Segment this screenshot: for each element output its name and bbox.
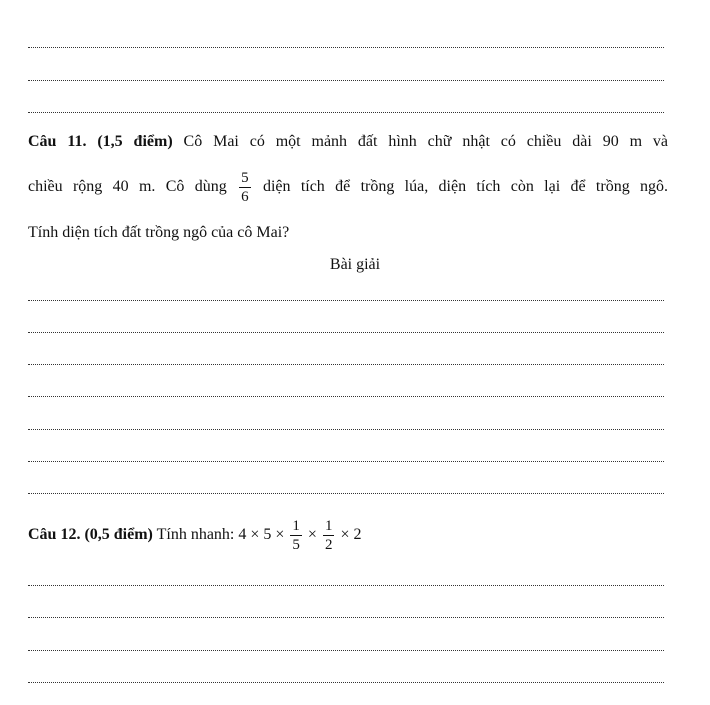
question-12-points: (0,5 điểm): [84, 526, 153, 543]
times-sign: ×: [307, 526, 317, 543]
answer-line: [28, 396, 664, 397]
answer-line: [28, 617, 664, 618]
fraction-denominator: 6: [241, 188, 249, 205]
answer-line: [28, 47, 664, 48]
question-11-text-after-fraction: diện tích để trồng lúa, diện tích còn lại để trồng ngô.: [262, 178, 669, 195]
fraction-numerator: 1: [292, 517, 300, 534]
question-11-label: Câu 11.: [28, 133, 87, 150]
answer-line: [28, 364, 664, 365]
question-12-label: Câu 12.: [28, 526, 81, 543]
answer-line: [28, 80, 664, 81]
fraction-denominator: 5: [292, 536, 300, 553]
answer-line: [28, 429, 664, 430]
question-12-prompt: Tính nhanh:: [156, 526, 235, 543]
answer-line: [28, 332, 664, 333]
question-11-text-before-fraction: chiều rộng 40 m. Cô dùng: [28, 178, 227, 195]
fraction-one-fifth: [290, 517, 302, 554]
answer-line: [28, 300, 664, 301]
question-11-line-2: [28, 168, 668, 206]
answer-line: [28, 493, 664, 494]
answer-line: [28, 461, 664, 462]
question-11-text: Cô Mai có một mảnh đất hình chữ nhật có chiều dài 90 m và: [183, 133, 669, 150]
answer-line: [28, 112, 664, 113]
answer-line: [28, 650, 664, 651]
fraction-one-half: [323, 517, 335, 554]
question-11-line-1: [28, 132, 668, 152]
expression-start: 4 × 5 ×: [238, 526, 285, 543]
expression-end: × 2: [340, 526, 362, 543]
answer-line: [28, 585, 664, 586]
fraction-numerator: 1: [324, 517, 333, 534]
answer-line: [28, 682, 664, 683]
question-11-line-3: Tính diện tích đất trồng ngô của cô Mai?: [28, 224, 290, 241]
question-12-line: [28, 516, 668, 554]
solution-heading: Bài giải: [329, 256, 381, 273]
fraction-denominator: 2: [324, 536, 333, 553]
question-11-points: (1,5 điểm): [97, 133, 173, 150]
fraction-five-sixths: [239, 169, 251, 206]
fraction-numerator: 5: [241, 169, 249, 186]
